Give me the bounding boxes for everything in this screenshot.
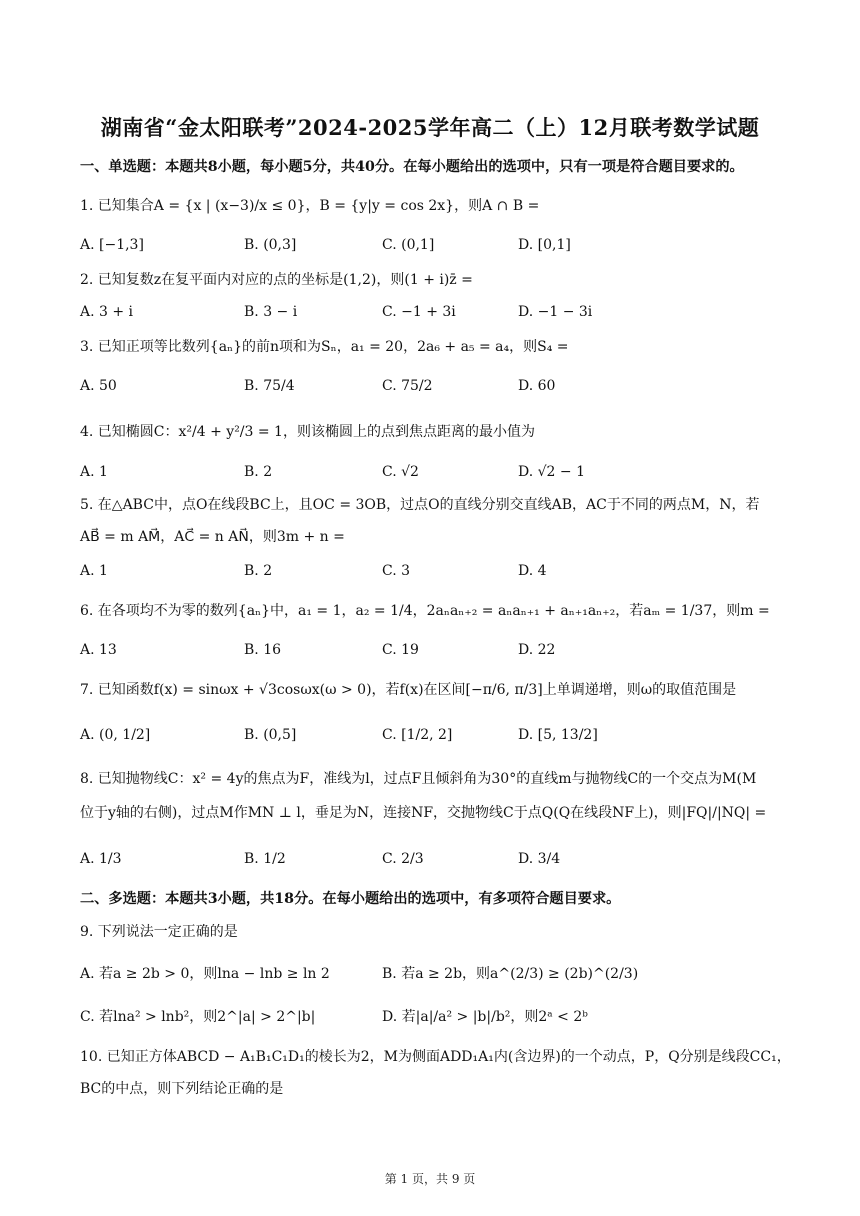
option-a[interactable]: A. 3 + i <box>80 304 134 320</box>
option-c[interactable]: C. (0,1] <box>382 237 435 253</box>
section-heading-multiple-choice: 二、多选题：本题共3小题，共18分。在每小题给出的选项中，有多项符合题目要求。 <box>80 891 621 907</box>
question-8-stem: 8. 已知抛物线C：x² = 4y的焦点为F，准线为l，过点F且倾斜角为30°的直线m与抛物线C的一个交点为M(M <box>80 771 757 787</box>
section-heading-single-choice: 一、单选题：本题共8小题，每小题5分，共40分。在每小题给出的选项中，只有一项是符合题目要求的。 <box>80 159 744 175</box>
page-title: 湖南省“金太阳联考”2024-2025学年高二（上）12月联考数学试题 <box>100 115 760 140</box>
option-a[interactable]: A. [−1,3] <box>80 237 144 253</box>
question-3-stem: 3. 已知正项等比数列{aₙ}的前n项和为Sₙ，a₁ = 20，2a₆ + a₅ = a₄，则S₄ = <box>80 339 569 355</box>
option-b[interactable]: B. 2 <box>244 464 273 480</box>
option-a[interactable]: A. 1/3 <box>80 851 122 867</box>
question-10-stem: 10. 已知正方体ABCD − A₁B₁C₁D₁的棱长为2，M为侧面ADD₁A₁内(含边界)的一个动点，P，Q分别是线段CC₁， <box>80 1049 791 1065</box>
option-c[interactable]: C. 2/3 <box>382 851 424 867</box>
question-5-stem: 5. 在△ABC中，点O在线段BC上，且OC = 3OB，过点O的直线分别交直线AB，AC于不同的两点M，N，若 <box>80 497 760 513</box>
question-10-stem-continued: BC的中点，则下列结论正确的是 <box>80 1081 284 1097</box>
option-b[interactable]: B. 1/2 <box>244 851 286 867</box>
question-6-options <box>80 637 792 663</box>
question-9-options-row-1 <box>80 961 792 987</box>
question-9-options-row-2 <box>80 1004 792 1030</box>
question-3-options <box>80 373 792 399</box>
question-2-options <box>80 299 792 325</box>
option-c[interactable]: C. √2 <box>382 464 419 480</box>
question-2-stem: 2. 已知复数z在复平面内对应的点的坐标是(1,2)，则(1 + i)z̄ = <box>80 272 473 288</box>
option-d[interactable]: D. 4 <box>518 563 547 579</box>
option-d[interactable]: D. [0,1] <box>518 237 571 253</box>
option-b[interactable]: B. 3 − i <box>244 304 298 320</box>
option-d[interactable]: D. −1 − 3i <box>518 304 593 320</box>
question-8-stem-continued: 位于y轴的右侧)，过点M作MN ⊥ l，垂足为N，连接NF，交抛物线C于点Q(Q在线段NF上)，则|FQ|/|NQ| = <box>80 805 767 821</box>
option-d[interactable]: D. √2 − 1 <box>518 464 585 480</box>
option-b[interactable]: B. (0,5] <box>244 727 297 743</box>
question-1-stem: 1. 已知集合A = {x | (x−3)/x ≤ 0}，B = {y|y = cos 2x}，则A ∩ B = <box>80 198 540 214</box>
option-c[interactable]: C. 75/2 <box>382 378 433 394</box>
option-c[interactable]: C. −1 + 3i <box>382 304 456 320</box>
option-d[interactable]: D. 60 <box>518 378 556 394</box>
option-c[interactable]: C. 19 <box>382 642 419 658</box>
option-d[interactable]: D. 3/4 <box>518 851 561 867</box>
question-4-stem: 4. 已知椭圆C：x²/4 + y²/3 = 1，则该椭圆上的点到焦点距离的最小值为 <box>80 424 535 440</box>
question-9-stem: 9. 下列说法一定正确的是 <box>80 924 238 940</box>
question-7-options <box>80 722 792 748</box>
question-1-options <box>80 232 792 258</box>
question-5-options <box>80 558 792 584</box>
option-d[interactable]: D. [5, 13/2] <box>518 727 598 743</box>
option-b[interactable]: B. 2 <box>244 563 273 579</box>
option-d[interactable]: D. 22 <box>518 642 556 658</box>
question-8-options <box>80 846 792 872</box>
question-4-options <box>80 459 792 485</box>
option-c[interactable]: C. [1/2, 2] <box>382 727 453 743</box>
option-a[interactable]: A. 13 <box>80 642 117 658</box>
option-a[interactable]: A. (0, 1/2] <box>80 727 151 743</box>
option-a[interactable]: A. 1 <box>80 563 108 579</box>
question-7-stem: 7. 已知函数f(x) = sinωx + √3cosωx(ω > 0)，若f(x)在区间[−π/6, π/3]上单调递增，则ω的取值范围是 <box>80 682 737 698</box>
option-b[interactable]: B. 若a ≥ 2b，则a^(2/3) ≥ (2b)^(2/3) <box>382 966 639 982</box>
option-a[interactable]: A. 50 <box>80 378 117 394</box>
page-footer: 第 1 页，共 9 页 <box>384 1172 476 1186</box>
question-6-stem: 6. 在各项均不为零的数列{aₙ}中，a₁ = 1，a₂ = 1/4，2aₙaₙ₊₂ = aₙaₙ₊₁ + aₙ₊₁aₙ₊₂，若aₘ = 1/37，则m = <box>80 603 770 619</box>
question-5-stem-continued: AB⃗ = m AM⃗，AC⃗ = n AN⃗，则3m + n = <box>80 529 345 545</box>
option-a[interactable]: A. 若a ≥ 2b > 0，则lna − lnb ≥ ln 2 <box>80 966 330 982</box>
option-c[interactable]: C. 若lna² > lnb²，则2^|a| > 2^|b| <box>80 1009 316 1025</box>
option-b[interactable]: B. (0,3] <box>244 237 297 253</box>
option-d[interactable]: D. 若|a|/a² > |b|/b²，则2ᵃ < 2ᵇ <box>382 1009 588 1025</box>
option-b[interactable]: B. 16 <box>244 642 282 658</box>
option-a[interactable]: A. 1 <box>80 464 108 480</box>
option-c[interactable]: C. 3 <box>382 563 411 579</box>
option-b[interactable]: B. 75/4 <box>244 378 295 394</box>
